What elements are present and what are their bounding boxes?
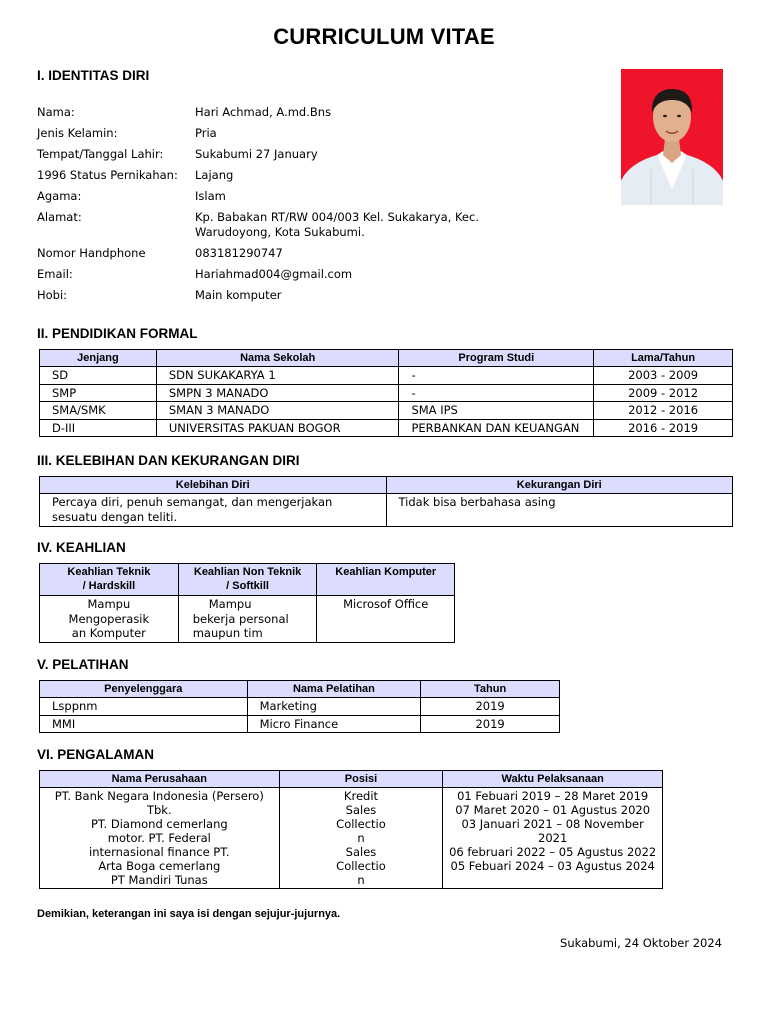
- identity-label: Nama:: [37, 105, 75, 119]
- identity-value: Lajang: [195, 168, 234, 182]
- table-cell: 2003 - 2009: [594, 367, 733, 385]
- positions-cell: [279, 788, 443, 889]
- identity-label: Alamat:: [37, 210, 82, 224]
- position-line: n: [357, 831, 365, 845]
- section-heading-experience: VI. PENGALAMAN: [37, 747, 155, 762]
- identity-value: [195, 210, 597, 240]
- section-heading-education: II. PENDIDIKAN FORMAL: [37, 326, 198, 341]
- skills-table: [39, 563, 455, 643]
- strengths-cell: [40, 494, 387, 527]
- address-line-2: Warudoyong, Kota Sukabumi.: [195, 225, 365, 239]
- column-header: Posisi: [279, 771, 443, 788]
- table-row: [40, 367, 733, 385]
- identity-label: Agama:: [37, 189, 82, 203]
- table-cell: -: [399, 384, 594, 402]
- header-line: Keahlian Non Teknik: [193, 566, 302, 578]
- table-cell: 2009 - 2012: [594, 384, 733, 402]
- company-line: motor. PT. Federal: [107, 831, 211, 845]
- table-row: [40, 402, 733, 420]
- section-heading-skills: IV. KEAHLIAN: [37, 540, 126, 555]
- company-line: Tbk.: [146, 803, 172, 817]
- training-table: [39, 680, 560, 733]
- companies-cell: [40, 788, 280, 889]
- place-and-date: Sukabumi, 24 Oktober 2024: [560, 936, 722, 950]
- column-header: Kelebihan Diri: [40, 477, 387, 494]
- position-line: n: [357, 873, 365, 887]
- period-line: 03 Januari 2021 – 08 November: [461, 817, 644, 831]
- header-line: / Hardskill: [82, 580, 136, 592]
- column-header: Nama Perusahaan: [40, 771, 280, 788]
- period-line: 05 Febuari 2024 – 03 Agustus 2024: [450, 859, 655, 873]
- table-cell: SMPN 3 MANADO: [156, 384, 399, 402]
- position-line: Collectio: [336, 859, 386, 873]
- column-header: Penyelenggara: [40, 681, 248, 698]
- computer-skill-cell: Microsof Office: [317, 596, 455, 643]
- softskill-cell: [178, 596, 317, 643]
- table-row: [40, 698, 560, 716]
- company-line: PT. Bank Negara Indonesia (Persero): [54, 789, 264, 803]
- identity-label: Tempat/Tanggal Lahir:: [37, 147, 164, 161]
- position-line: Sales: [345, 845, 377, 859]
- education-table: [39, 349, 733, 437]
- table-cell: UNIVERSITAS PAKUAN BOGOR: [156, 419, 399, 437]
- identity-value: Hari Achmad, A.md.Bns: [195, 105, 332, 119]
- company-line: PT. Diamond cemerlang: [90, 817, 228, 831]
- table-cell: Micro Finance: [247, 715, 421, 733]
- table-cell: MMI: [40, 715, 248, 733]
- column-header: [178, 564, 317, 596]
- identity-row-name: [37, 105, 597, 120]
- period-line: 06 februari 2022 – 05 Agustus 2022: [449, 845, 657, 859]
- identity-row-birth: [37, 147, 597, 162]
- document-title: CURRICULUM VITAE: [273, 24, 495, 49]
- column-header: Nama Pelatihan: [247, 681, 421, 698]
- identity-row-hobby: [37, 288, 597, 303]
- column-header: [40, 564, 179, 596]
- table-header-row: [40, 681, 560, 698]
- table-row: [40, 715, 560, 733]
- table-cell: Lsppnm: [40, 698, 248, 716]
- table-cell: D-III: [40, 419, 157, 437]
- identity-row-religion: [37, 189, 597, 204]
- cell-line: an Komputer: [71, 626, 146, 640]
- header-line: / Softkill: [226, 580, 269, 592]
- header-line: Keahlian Teknik: [67, 566, 151, 578]
- identity-label: 1996 Status Pernikahan:: [37, 168, 178, 182]
- table-row: [40, 384, 733, 402]
- position-line: Kredit: [343, 789, 379, 803]
- profile-photo: [621, 69, 723, 205]
- identity-row-address: [37, 210, 597, 240]
- column-header: Tahun: [421, 681, 560, 698]
- cell-line: maupun tim: [192, 626, 263, 640]
- table-cell: 2016 - 2019: [594, 419, 733, 437]
- table-header-row: [40, 771, 663, 788]
- table-row: [40, 596, 455, 643]
- table-cell: SMAN 3 MANADO: [156, 402, 399, 420]
- strengths-line: sesuatu dengan teliti.: [52, 509, 178, 524]
- company-line: Arta Boga cemerlang: [98, 859, 221, 873]
- identity-label: Nomor Handphone: [37, 246, 146, 260]
- hardskill-cell: [40, 596, 179, 643]
- experience-table: [39, 770, 663, 889]
- identity-row-phone: [37, 246, 597, 261]
- identity-value: Hariahmad004@gmail.com: [195, 267, 353, 281]
- identity-label: Email:: [37, 267, 73, 281]
- section-heading-traits: III. KELEBIHAN DAN KEKURANGAN DIRI: [37, 453, 300, 468]
- identity-label: Hobi:: [37, 288, 68, 302]
- table-cell: SDN SUKAKARYA 1: [156, 367, 399, 385]
- identity-row-marital: [37, 168, 597, 183]
- identity-value: Islam: [195, 189, 226, 203]
- column-header: [317, 564, 455, 596]
- column-header: Lama/Tahun: [594, 350, 733, 367]
- table-cell: SD: [40, 367, 157, 385]
- table-row: [40, 788, 663, 889]
- period-line: 07 Maret 2020 – 01 Agustus 2020: [455, 803, 651, 817]
- table-cell: SMP: [40, 384, 157, 402]
- identity-value: Main komputer: [195, 288, 282, 302]
- column-header: Jenjang: [40, 350, 157, 367]
- column-header: Kekurangan Diri: [386, 477, 733, 494]
- position-line: Sales: [345, 803, 377, 817]
- table-cell: 2012 - 2016: [594, 402, 733, 420]
- identity-row-gender: [37, 126, 597, 141]
- traits-table: [39, 476, 733, 527]
- column-header: Nama Sekolah: [156, 350, 399, 367]
- cell-line: bekerja personal: [192, 611, 289, 626]
- column-header: Program Studi: [399, 350, 594, 367]
- section-heading-identity: I. IDENTITAS DIRI: [37, 68, 150, 83]
- company-line: internasional finance PT.: [89, 845, 230, 859]
- cell-line: Mampu: [208, 597, 252, 611]
- position-line: Collectio: [336, 817, 386, 831]
- identity-value: Sukabumi 27 January: [195, 147, 318, 161]
- cell-line: Mengoperasik: [68, 611, 150, 626]
- table-row: [40, 494, 733, 527]
- period-line: 2021: [538, 831, 568, 845]
- periods-cell: [443, 788, 663, 889]
- address-line-1: Kp. Babakan RT/RW 004/003 Kel. Sukakarya, Kec.: [195, 210, 479, 224]
- table-cell: Marketing: [247, 698, 421, 716]
- closing-statement: Demikian, keterangan ini saya isi dengan sejujur-jujurnya.: [37, 908, 341, 920]
- table-cell: -: [399, 367, 594, 385]
- identity-label: Jenis Kelamin:: [37, 126, 118, 140]
- section-heading-training: V. PELATIHAN: [37, 657, 129, 672]
- company-line: PT Mandiri Tunas: [110, 873, 208, 887]
- column-header: Waktu Pelaksanaan: [443, 771, 663, 788]
- header-line: Keahlian Komputer: [335, 566, 437, 578]
- table-header-row: [40, 350, 733, 367]
- table-header-row: [40, 564, 455, 596]
- table-header-row: [40, 477, 733, 494]
- table-cell: SMA/SMK: [40, 402, 157, 420]
- person-portrait-icon: [621, 69, 723, 205]
- identity-value: 083181290747: [195, 246, 283, 260]
- strengths-line: Percaya diri, penuh semangat, dan mengerjakan: [52, 495, 333, 509]
- cell-line: Mampu: [87, 597, 131, 611]
- period-line: 01 Febuari 2019 – 28 Maret 2019: [457, 789, 649, 803]
- identity-row-email: [37, 267, 597, 282]
- table-cell: SMA IPS: [399, 402, 594, 420]
- table-cell: 2019: [421, 698, 560, 716]
- weaknesses-cell: Tidak bisa berbahasa asing: [386, 494, 733, 527]
- table-row: [40, 419, 733, 437]
- identity-list: [37, 105, 597, 309]
- table-cell: PERBANKAN DAN KEUANGAN: [399, 419, 594, 437]
- table-cell: 2019: [421, 715, 560, 733]
- identity-value: Pria: [195, 126, 217, 140]
